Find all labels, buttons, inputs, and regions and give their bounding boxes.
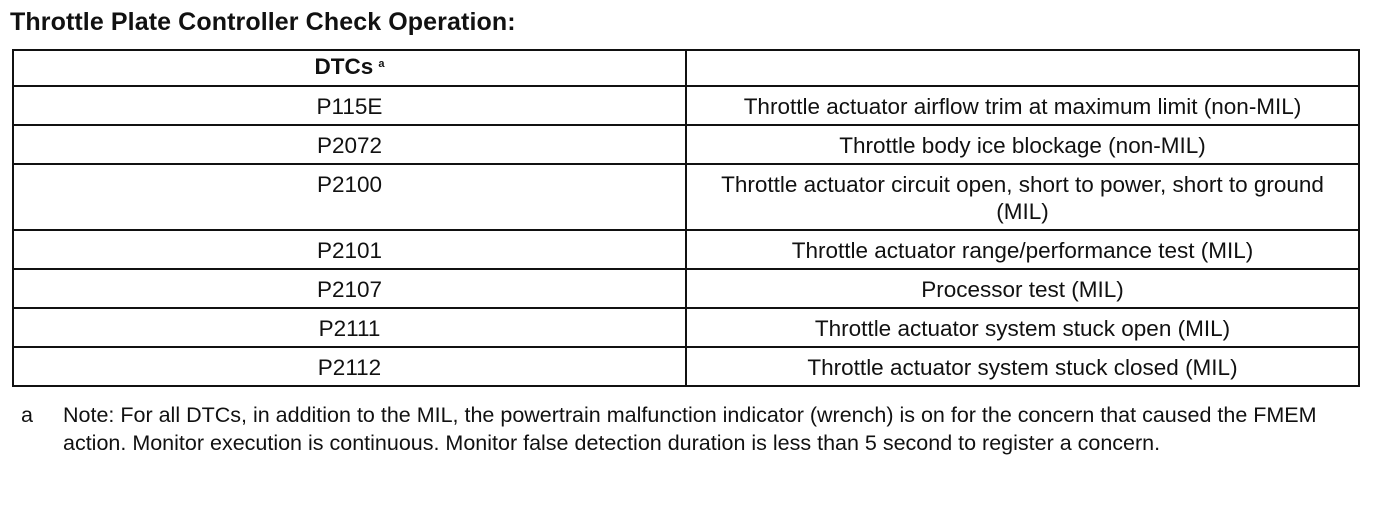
dtc-description-cell: Throttle actuator system stuck closed (MIL) xyxy=(686,347,1359,386)
header-dtcs-label: DTCs xyxy=(314,54,374,79)
dtc-description-cell: Throttle body ice blockage (non-MIL) xyxy=(686,125,1359,164)
header-dtcs xyxy=(13,50,686,86)
dtc-description-cell: Throttle actuator circuit open, short to power, short to ground (MIL) xyxy=(686,164,1359,230)
table-row xyxy=(13,269,1359,308)
table-row xyxy=(13,125,1359,164)
header-footnote-marker: a xyxy=(378,58,385,70)
dtc-description-cell: Throttle actuator system stuck open (MIL) xyxy=(686,308,1359,347)
table-header-row xyxy=(13,50,1359,86)
table-row xyxy=(13,347,1359,386)
footnote-text: Note: For all DTCs, in addition to the MIL, the powertrain malfunction indicator (wrench) is on for the concern that caused the FMEM action. Monitor execution is continuous. Monitor false detection duration is less than 5 second to register a concern. xyxy=(63,403,1317,455)
dtc-code-cell: P2107 xyxy=(13,269,686,308)
table-row xyxy=(13,164,1359,230)
dtc-code-cell: P115E xyxy=(13,86,686,125)
table-row xyxy=(13,308,1359,347)
dtc-description-cell: Throttle actuator range/performance test (MIL) xyxy=(686,230,1359,269)
dtc-code-cell: P2072 xyxy=(13,125,686,164)
dtc-code-cell: P2101 xyxy=(13,230,686,269)
footnote-marker: a xyxy=(21,403,33,427)
header-description xyxy=(686,50,1359,86)
footnote xyxy=(21,401,1341,457)
dtc-description-cell: Processor test (MIL) xyxy=(686,269,1359,308)
page-title: Throttle Plate Controller Check Operation: xyxy=(10,8,516,36)
dtc-code-cell: P2112 xyxy=(13,347,686,386)
table-row xyxy=(13,86,1359,125)
dtc-code-cell: P2100 xyxy=(13,164,686,230)
dtc-code-cell: P2111 xyxy=(13,308,686,347)
dtc-table xyxy=(12,49,1360,387)
dtc-description-cell: Throttle actuator airflow trim at maximum limit (non-MIL) xyxy=(686,86,1359,125)
table-row xyxy=(13,230,1359,269)
